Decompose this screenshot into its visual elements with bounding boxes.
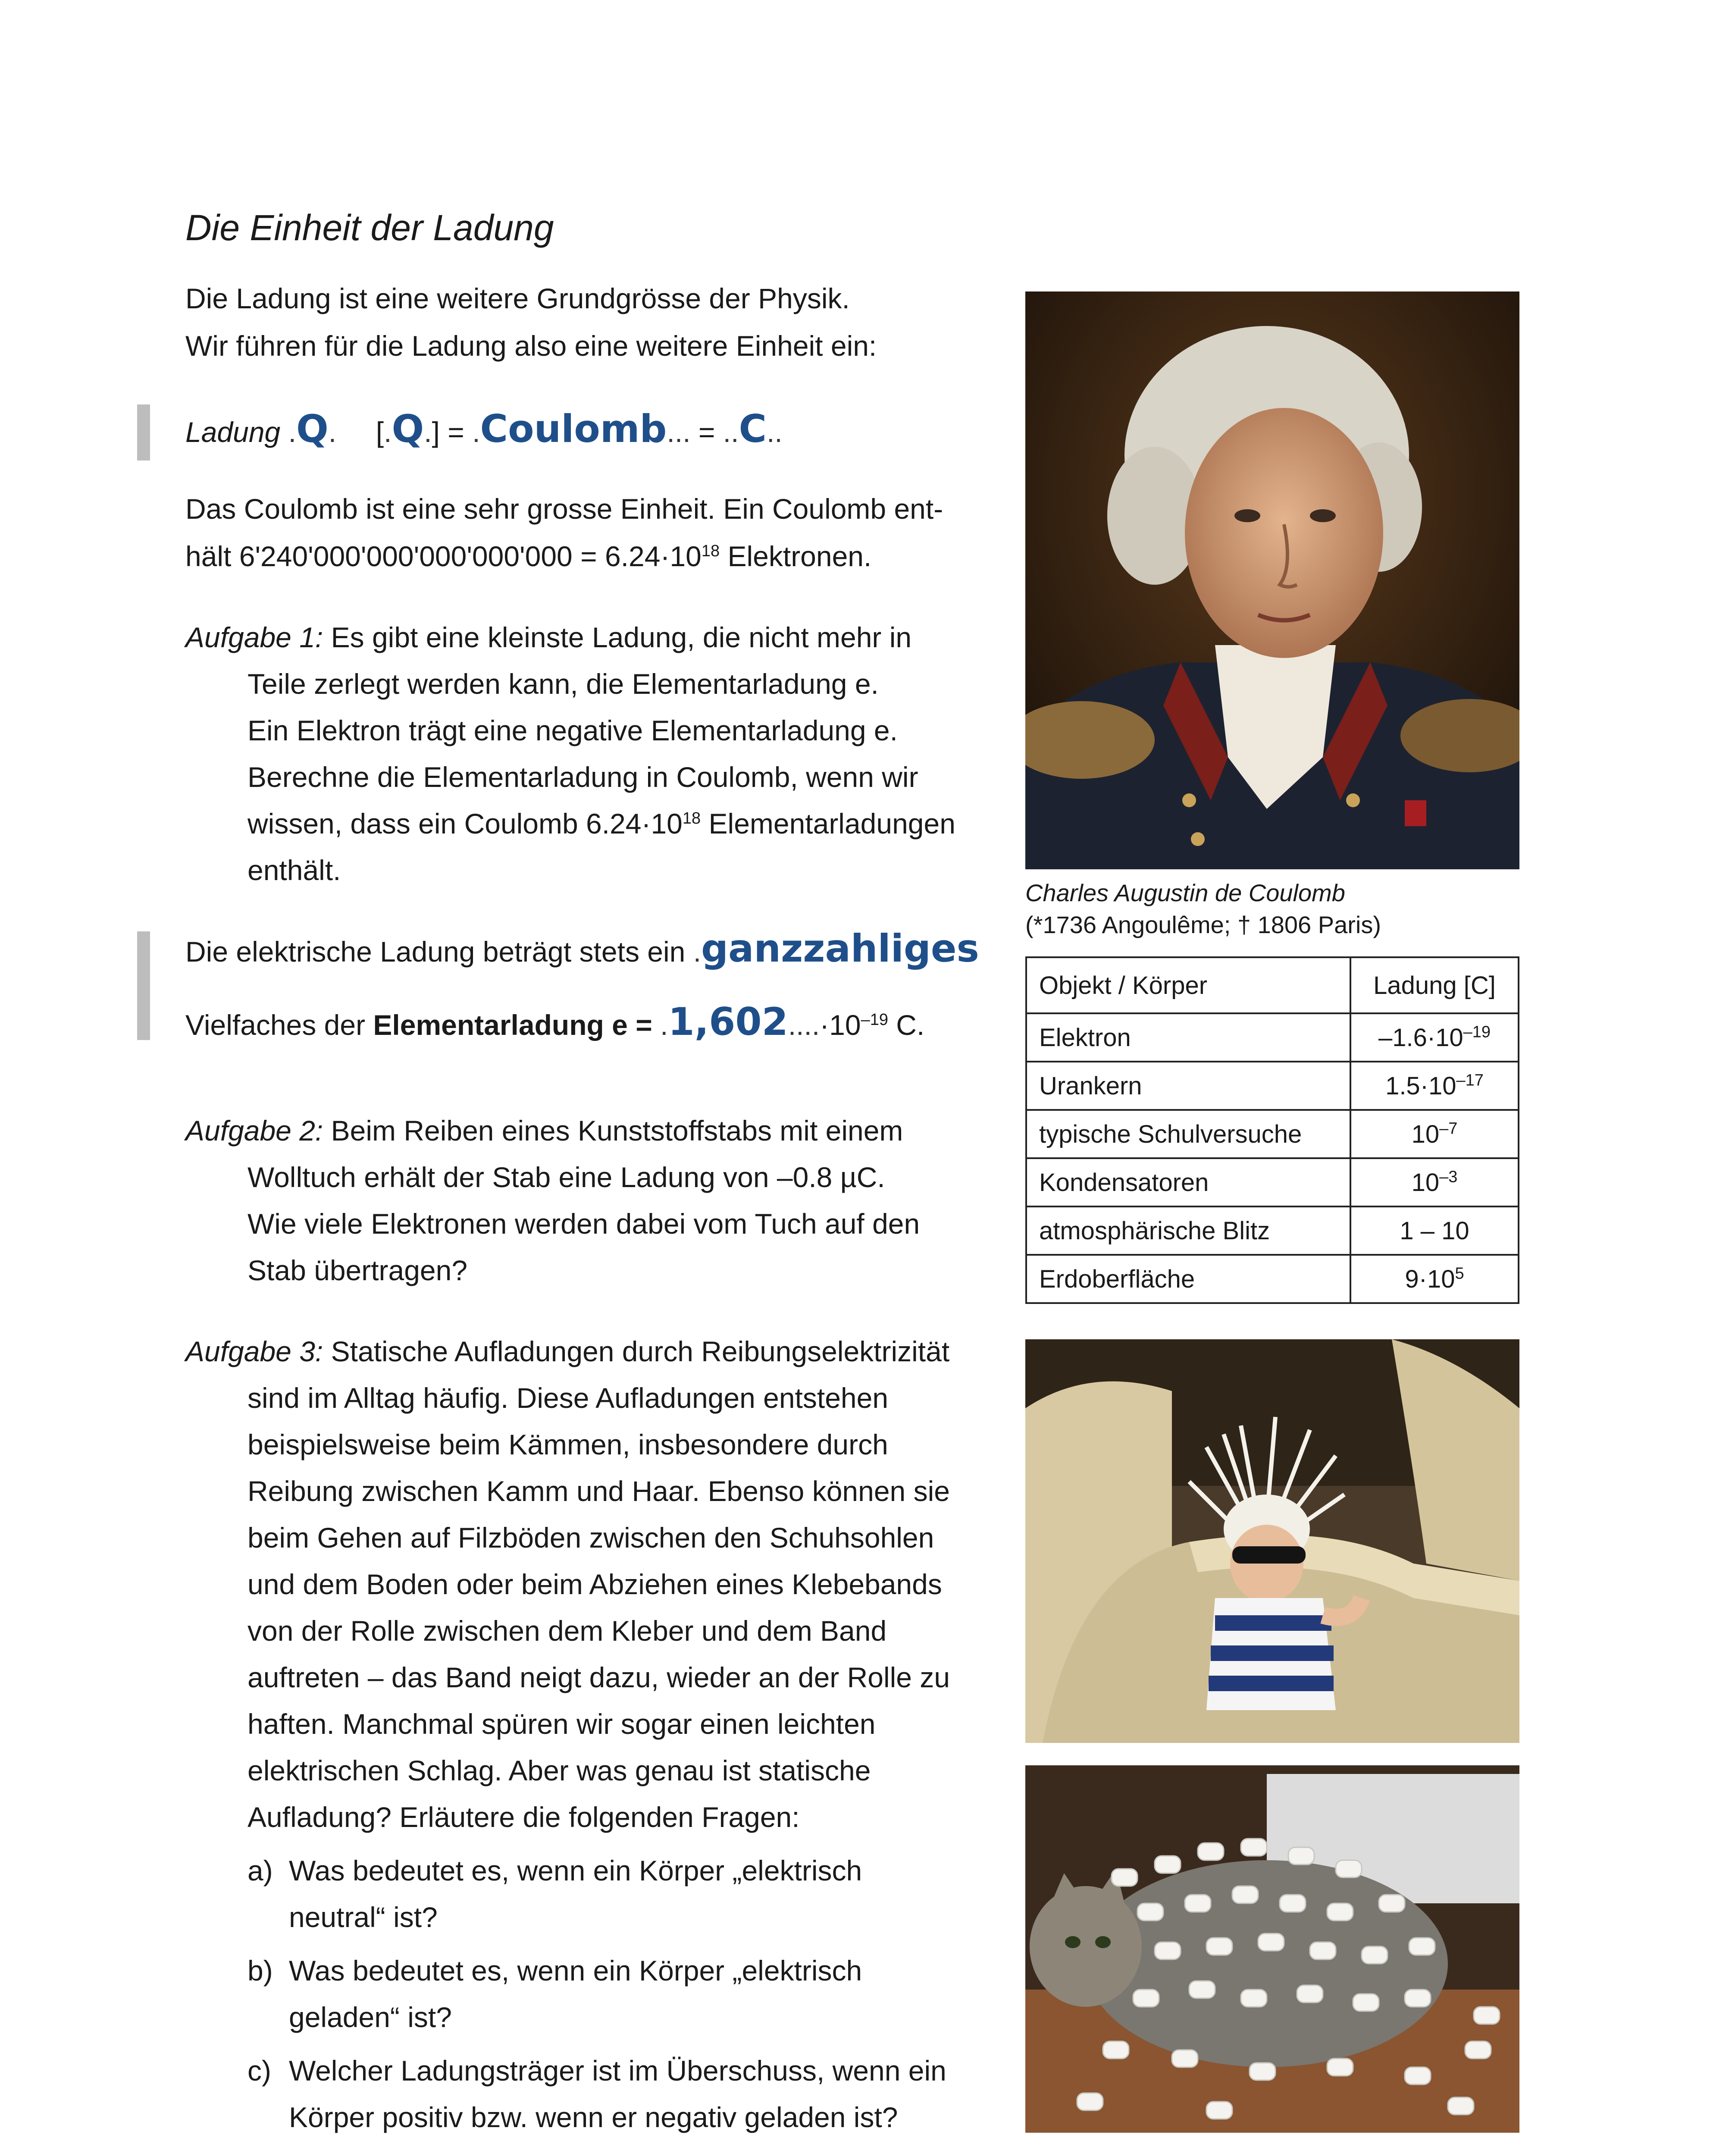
- charge-table: [1025, 956, 1519, 1304]
- task3-line-1: Aufgabe 3: Statische Aufladungen durch Reibungselektrizität: [185, 1335, 950, 1367]
- definition-line: Ladung .Q. [.Q.] = .Coulomb... = ..C..: [185, 407, 783, 451]
- table-row: atmosphärische Blitz 1 – 10: [1026, 1206, 1519, 1255]
- task2-label: Aufgabe 2:: [185, 1115, 323, 1147]
- task2-line-1: Aufgabe 2: Beim Reiben eines Kunststoffstabs mit einem: [185, 1115, 903, 1147]
- task1-line-3: Ein Elektron trägt eine negative Elementarladung e.: [247, 714, 898, 746]
- task1-line-4: Berechne die Elementarladung in Coulomb, wenn wir: [247, 761, 918, 793]
- question-b-line-2: geladen“ ist?: [289, 2001, 452, 2033]
- question-b-marker: b): [247, 1955, 273, 1987]
- task1-line-2: Teile zerlegt werden kann, die Elementarladung e.: [247, 668, 879, 700]
- task2-line-2: Wolltuch erhält der Stab eine Ladung von –0.8 µC.: [247, 1161, 885, 1193]
- elementary-line-2: Vielfaches der Elementarladung $e = .1,602....\cdot 10^{-19}$ C.: [185, 1000, 925, 1044]
- header-charge: Ladung [C]: [1350, 957, 1519, 1013]
- task3-line-4: Reibung zwischen Kamm und Haar. Ebenso können sie: [247, 1475, 950, 1507]
- question-c-marker: c): [247, 2055, 271, 2087]
- task3-line-2: sind im Alltag häufig. Diese Aufladungen entstehen: [247, 1382, 889, 1414]
- coulomb-note-line-1: Das Coulomb ist eine sehr grosse Einheit. Ein Coulomb ent-: [185, 493, 943, 525]
- intro-line-2: Wir führen für die Ladung also eine weitere Einheit ein:: [185, 330, 877, 362]
- task1-label: Aufgabe 1:: [185, 621, 323, 653]
- elementary-line-1: Die elektrische Ladung beträgt stets ein .ganzzahliges: [185, 926, 979, 971]
- integer-answer: ganzzahliges: [701, 926, 979, 971]
- table-row: Elektron $-1.6\cdot 10^{-19}$: [1026, 1013, 1519, 1062]
- task3-line-11: Aufladung? Erläutere die folgenden Fragen:: [247, 1801, 800, 1833]
- definition-label: Ladung: [185, 416, 281, 448]
- task3-line-6: und dem Boden oder beim Abziehen eines Klebebands: [247, 1568, 942, 1600]
- bracket-answer: Q: [392, 407, 424, 451]
- coulomb-portrait: [1025, 291, 1519, 869]
- task3-line-3: beispielsweise beim Kämmen, insbesondere durch: [247, 1429, 888, 1460]
- unit-symbol-answer: C: [739, 407, 767, 451]
- page-title: Die Einheit der Ladung: [185, 207, 554, 248]
- highlight-bar: [137, 404, 150, 461]
- task3-line-7: von der Rolle zwischen dem Kleber und dem Band: [247, 1615, 887, 1647]
- bracket-close: ] =: [432, 416, 464, 448]
- task1-line-5: wissen, dass ein Coulomb $6.24\cdot 10^{18}$ Elementarladungen: [247, 808, 955, 840]
- question-a-line-1: Was bedeutet es, wenn ein Körper „elektrisch: [289, 1855, 862, 1887]
- unit-name-answer: Coulomb: [480, 407, 667, 451]
- question-c-line-2: Körper positiv bzw. wenn er negativ geladen ist?: [289, 2101, 898, 2133]
- table-row: Urankern $1.5\cdot 10^{-17}$: [1026, 1062, 1519, 1110]
- task2-line-4: Stab übertragen?: [247, 1254, 468, 1286]
- task3-line-9: haften. Manchmal spüren wir sogar einen leichten: [247, 1708, 876, 1740]
- definition-equals: =: [698, 416, 715, 448]
- task3-line-8: auftreten – das Band neigt dazu, wieder an der Rolle zu: [247, 1661, 950, 1693]
- table-row: Kondensatoren $10^{-3}$: [1026, 1158, 1519, 1206]
- task3-label: Aufgabe 3:: [185, 1335, 323, 1367]
- symbol-answer: Q: [296, 407, 329, 451]
- highlight-bar: [137, 931, 150, 1040]
- task3-line-5: beim Gehen auf Filzböden zwischen den Schuhsohlen: [247, 1522, 934, 1554]
- question-b-line-1: Was bedeutet es, wenn ein Körper „elektrisch: [289, 1955, 862, 1987]
- portrait-caption-line-1: Charles Augustin de Coulomb: [1025, 879, 1345, 906]
- table-row: typische Schulversuche $10^{-7}$: [1026, 1110, 1519, 1158]
- cat-foam-photo: [1025, 1765, 1519, 2133]
- intro-line-1: Die Ladung ist eine weitere Grundgrösse der Physik.: [185, 282, 850, 314]
- task1-line-6: enthält.: [247, 854, 341, 886]
- task2-line-3: Wie viele Elektronen werden dabei vom Tuch auf den: [247, 1208, 920, 1240]
- question-c-line-1: Welcher Ladungsträger ist im Überschuss, wenn ein: [289, 2055, 946, 2087]
- table-header-row: [1026, 957, 1519, 1013]
- elementary-value-answer: 1,602: [668, 1000, 788, 1044]
- table-row: Erdoberfläche $9\cdot 10^5$: [1026, 1255, 1519, 1303]
- question-a-line-2: neutral“ ist?: [289, 1901, 438, 1933]
- portrait-caption-line-2: (*1736 Angoulême; † 1806 Paris): [1025, 911, 1381, 938]
- task3-line-10: elektrischen Schlag. Aber was genau ist statische: [247, 1755, 871, 1786]
- bracket-open: [: [376, 416, 384, 448]
- coulomb-note-line-2: hält $6'240'000'000'000'000'000 = 6.24\cdot 10^{18}$ Elektronen.: [185, 540, 872, 572]
- header-object: Objekt / Körper: [1026, 957, 1350, 1013]
- task1-line-1: Aufgabe 1: Es gibt eine kleinste Ladung, die nicht mehr in: [185, 621, 912, 653]
- question-a-marker: a): [247, 1855, 273, 1887]
- static-hair-child-photo: [1025, 1339, 1519, 1743]
